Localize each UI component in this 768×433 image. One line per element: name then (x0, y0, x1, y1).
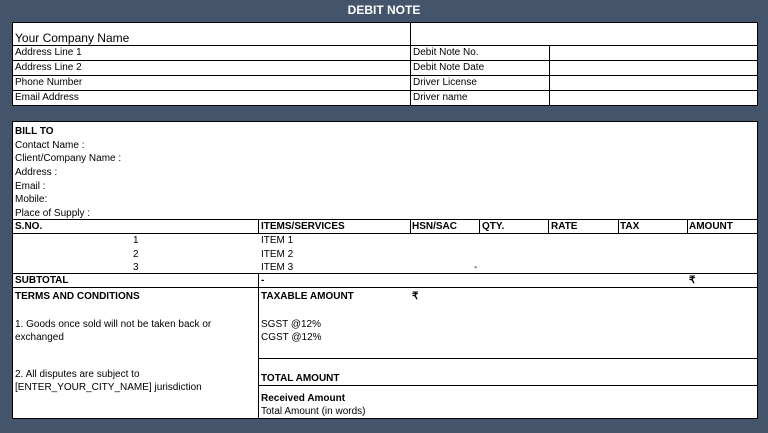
col-header-rate: RATE (551, 221, 578, 232)
taxable-amount-label: TAXABLE AMOUNT (261, 291, 354, 302)
bill-panel (12, 121, 758, 419)
taxable-amount-value: ₹ (412, 291, 419, 302)
term-1-line-1: 1. Goods once sold will not be taken back or (15, 319, 212, 330)
row-qty: - (474, 262, 478, 273)
driver-name-field[interactable] (549, 90, 758, 106)
client-company-label[interactable]: Client/Company Name : (15, 153, 122, 164)
term-2-line-1: 2. All disputes are subject to (15, 369, 140, 380)
received-amount-label: Received Amount (261, 393, 346, 404)
term-2-line-2: [ENTER_YOUR_CITY_NAME] jurisdiction (15, 382, 202, 393)
subtotal-amount: ₹ (689, 275, 696, 286)
col-header-amount: AMOUNT (689, 221, 733, 232)
row-item: ITEM 2 (261, 249, 294, 260)
terms-heading: TERMS AND CONDITIONS (15, 291, 140, 302)
phone-number[interactable]: Phone Number (12, 75, 411, 91)
company-name[interactable]: Your Company Name (12, 22, 411, 46)
debit-note-date-field[interactable] (549, 60, 758, 76)
address-label[interactable]: Address : (15, 167, 58, 178)
debit-note-no-field[interactable] (549, 45, 758, 61)
mobile-label[interactable]: Mobile: (15, 194, 48, 205)
row-item: ITEM 3 (261, 262, 294, 273)
row-sno: 3 (133, 262, 139, 273)
total-amount-label: TOTAL AMOUNT (261, 373, 340, 384)
page-title: DEBIT NOTE (347, 3, 421, 17)
company-name-right-cell[interactable] (410, 22, 758, 46)
total-amount-words-label: Total Amount (in words) (261, 406, 366, 417)
col-header-hsn: HSN/SAC (412, 221, 458, 232)
driver-license-label: Driver License (410, 75, 550, 91)
place-of-supply-label[interactable]: Place of Supply : (15, 208, 91, 219)
email-address[interactable]: Email Address (12, 90, 411, 106)
contact-name-label[interactable]: Contact Name : (15, 140, 85, 151)
address-line-2[interactable]: Address Line 2 (12, 60, 411, 76)
subtotal-dash: - (261, 275, 265, 286)
driver-name-label: Driver name (410, 90, 550, 106)
col-header-qty: QTY. (482, 221, 505, 232)
driver-license-field[interactable] (549, 75, 758, 91)
row-sno: 1 (133, 235, 139, 246)
row-item: ITEM 1 (261, 235, 294, 246)
bill-to-heading: BILL TO (15, 126, 54, 137)
col-header-tax: TAX (620, 221, 640, 232)
col-header-items: ITEMS/SERVICES (261, 221, 345, 232)
subtotal-label: SUBTOTAL (15, 275, 69, 286)
email-label[interactable]: Email : (15, 181, 46, 192)
debit-note-date-label: Debit Note Date (410, 60, 550, 76)
col-header-sno: S.NO. (15, 221, 43, 232)
sgst-label: SGST @12% (261, 319, 321, 330)
cgst-label: CGST @12% (261, 332, 322, 343)
term-1-line-2: exchanged (15, 332, 64, 343)
debit-note-no-label: Debit Note No. (410, 45, 550, 61)
address-line-1[interactable]: Address Line 1 (12, 45, 411, 61)
row-sno: 2 (133, 249, 139, 260)
